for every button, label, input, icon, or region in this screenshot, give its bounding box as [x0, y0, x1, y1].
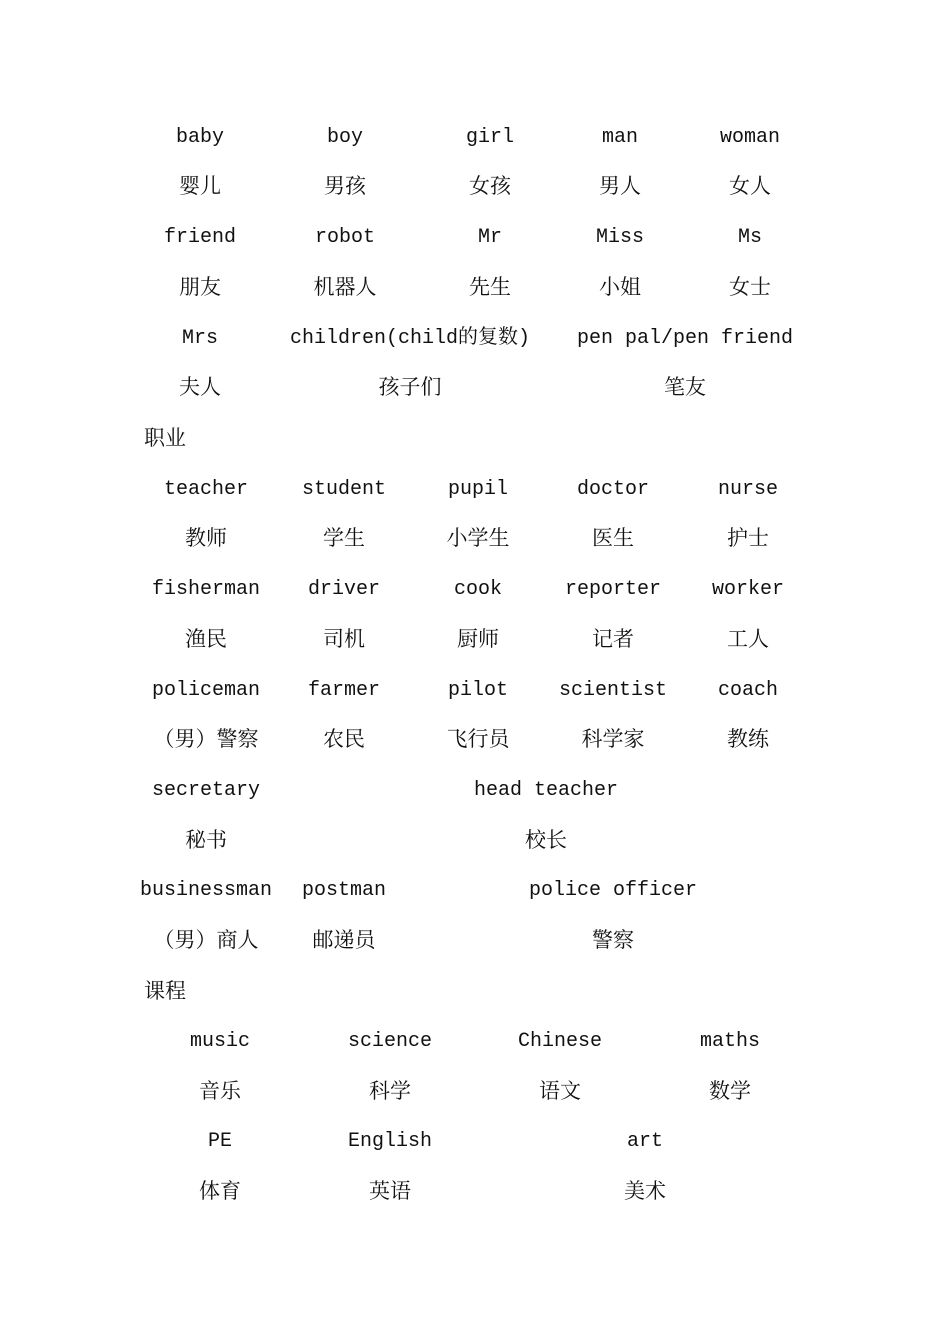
word-zh: 笔友 — [664, 375, 706, 399]
word-en: girl — [465, 126, 515, 149]
word-en: postman — [301, 879, 387, 902]
word-zh: 校长 — [525, 828, 567, 852]
word-zh: 司机 — [323, 627, 365, 651]
word-en: policeman — [151, 679, 261, 702]
word-zh: 飞行员 — [446, 727, 510, 751]
word-en: coach — [717, 679, 779, 702]
word-en: maths — [699, 1030, 761, 1053]
word-zh: 音乐 — [199, 1079, 241, 1103]
word-zh: 邮递员 — [312, 928, 376, 952]
word-en: teacher — [163, 478, 249, 501]
word-en: boy — [326, 126, 364, 149]
word-en: PE — [207, 1130, 233, 1153]
word-en: art — [626, 1130, 664, 1153]
word-zh: 渔民 — [185, 627, 227, 651]
word-zh: 先生 — [469, 275, 511, 299]
word-zh: 朋友 — [179, 275, 221, 299]
word-en: farmer — [307, 679, 381, 702]
word-en: cook — [453, 578, 503, 601]
word-en: businessman — [139, 879, 273, 902]
word-zh: 科学家 — [581, 727, 645, 751]
word-zh: 婴儿 — [179, 174, 221, 198]
word-en: reporter — [564, 578, 662, 601]
word-zh: 男人 — [599, 174, 641, 198]
word-zh: 工人 — [727, 627, 769, 651]
word-en: police officer — [528, 879, 698, 902]
word-en: pupil — [447, 478, 509, 501]
word-zh: 秘书 — [185, 828, 227, 852]
word-zh: 医生 — [592, 526, 634, 550]
word-en: science — [347, 1030, 433, 1053]
word-en: children(child的复数) — [289, 327, 531, 350]
word-en: student — [301, 478, 387, 501]
word-zh: 美术 — [624, 1179, 666, 1203]
word-zh: 小姐 — [599, 275, 641, 299]
word-en: secretary — [151, 779, 261, 802]
word-zh: 数学 — [709, 1079, 751, 1103]
word-zh: 警察 — [592, 928, 634, 952]
section-heading-jobs: 职业 — [144, 426, 186, 450]
word-zh: 体育 — [199, 1179, 241, 1203]
word-zh: 护士 — [727, 526, 769, 550]
word-en: English — [347, 1130, 433, 1153]
word-en: driver — [307, 578, 381, 601]
section-heading-subjects: 课程 — [144, 979, 186, 1003]
word-zh: 男孩 — [324, 174, 366, 198]
word-zh: 语文 — [539, 1079, 581, 1103]
word-zh: 机器人 — [313, 275, 377, 299]
word-en: Ms — [737, 226, 763, 249]
word-en: woman — [719, 126, 781, 149]
word-zh: 英语 — [369, 1179, 411, 1203]
word-zh: 厨师 — [457, 627, 499, 651]
word-zh: 记者 — [592, 627, 634, 651]
word-en: robot — [314, 226, 376, 249]
word-en: Mrs — [181, 327, 219, 350]
word-en: Chinese — [517, 1030, 603, 1053]
word-zh: 农民 — [323, 727, 365, 751]
word-en: Miss — [595, 226, 645, 249]
word-en: friend — [163, 226, 237, 249]
word-en: fisherman — [151, 578, 261, 601]
word-zh: 女孩 — [469, 174, 511, 198]
word-zh: 夫人 — [179, 375, 221, 399]
word-en: doctor — [576, 478, 650, 501]
word-en: pen pal/pen friend — [576, 327, 794, 350]
word-en: Mr — [477, 226, 503, 249]
word-zh: 孩子们 — [378, 375, 442, 399]
word-zh: （男）商人 — [153, 928, 259, 952]
word-en: baby — [175, 126, 225, 149]
word-en: music — [189, 1030, 251, 1053]
word-zh: 女人 — [729, 174, 771, 198]
word-en: man — [601, 126, 639, 149]
word-en: pilot — [447, 679, 509, 702]
word-zh: （男）警察 — [153, 727, 259, 751]
word-en: worker — [711, 578, 785, 601]
word-en: head teacher — [473, 779, 619, 802]
word-zh: 女士 — [729, 275, 771, 299]
word-en: scientist — [558, 679, 668, 702]
word-zh: 教师 — [185, 526, 227, 550]
word-zh: 教练 — [727, 727, 769, 751]
word-zh: 小学生 — [446, 526, 510, 550]
word-zh: 科学 — [369, 1079, 411, 1103]
word-zh: 学生 — [323, 526, 365, 550]
word-en: nurse — [717, 478, 779, 501]
